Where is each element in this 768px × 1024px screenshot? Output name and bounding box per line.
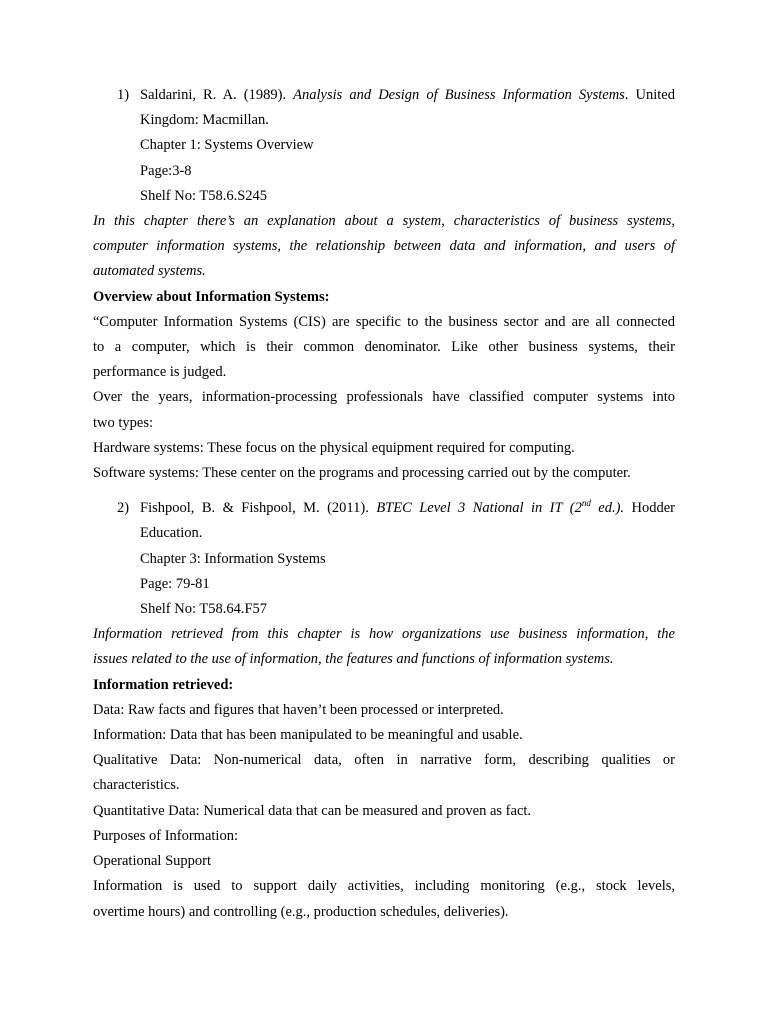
reference-1-authors: Saldarini, R. A. (1989). [140,87,287,103]
reference-2-publisher-a: Hodder [631,500,676,517]
reference-1-number: 1) [117,87,130,103]
reference-2-number: 2) [117,500,130,517]
retrieved-line-7: Operational Support [93,853,211,870]
retrieved-heading: Information retrieved: [93,676,234,693]
reference-1-publisher-a: . United [624,87,675,103]
overview-heading: Overview about Information Systems: [93,288,330,305]
reference-2-title-b: ed.). [590,500,625,517]
reference-1-title: Analysis and Design of Business Information Systems [293,87,625,103]
reference-1-line-1 [93,83,675,108]
overview-line-7: Software systems: These center on the programs and processing carried out by the computer. [93,465,631,482]
overview-line-5: two types: [93,414,154,431]
summary-2-line-1: Information retrieved from this chapter is how organizations use business information, the [93,626,675,643]
overview-line-1: “Computer Information Systems (CIS) are specific to the business sector and are all connected [93,313,675,330]
retrieved-line-2: Information: Data that has been manipulated to be meaningful and usable. [93,727,523,744]
reference-2-authors: Fishpool, B. & Fishpool, M. (2011). [140,500,369,517]
reference-2-title-a: BTEC Level 3 National in IT (2 [376,500,582,517]
overview-line-4: Over the years, information-processing professionals have classified computer systems into [93,389,675,406]
reference-2-title [376,500,624,516]
reference-2-page: Page: 79-81 [140,575,210,592]
retrieved-line-6: Purposes of Information: [93,827,238,844]
reference-1-publisher: Kingdom: Macmillan. [140,112,269,129]
reference-2-title-sup: nd [581,498,591,509]
reference-1-shelf: Shelf No: T58.6.S245 [140,187,268,204]
summary-1-line-3: automated systems. [93,263,206,280]
overview-line-3: performance is judged. [93,364,227,381]
overview-line-2: to a computer, which is their common denominator. Like other business systems, their [93,339,675,356]
summary-1-line-1: In this chapter there’s an explanation about a system, characteristics of business systems, [93,213,675,230]
overview-line-6: Hardware systems: These focus on the physical equipment required for computing. [93,439,575,456]
summary-2-line-2: issues related to the use of information, the features and functions of information systems. [93,651,614,668]
retrieved-line-8: Information is used to support daily activities, including monitoring (e.g., stock levels, [93,878,675,895]
reference-1-page: Page:3-8 [140,162,192,179]
reference-2-chapter: Chapter 3: Information Systems [140,550,326,567]
retrieved-line-9: overtime hours) and controlling (e.g., production schedules, deliveries). [93,903,509,920]
retrieved-line-5: Quantitative Data: Numerical data that can be measured and proven as fact. [93,802,532,819]
section-gap [93,486,675,496]
reference-1-chapter: Chapter 1: Systems Overview [140,137,314,154]
retrieved-line-3: Qualitative Data: Non-numerical data, often in narrative form, describing qualities or [93,752,675,769]
retrieved-line-4: characteristics. [93,777,180,794]
reference-2-shelf: Shelf No: T58.64.F57 [140,601,268,618]
summary-1-line-2: computer information systems, the relationship between data and information, and users of [93,238,675,255]
retrieved-line-1: Data: Raw facts and figures that haven’t been processed or interpreted. [93,701,504,718]
document-page [93,83,675,925]
reference-2-publisher: Education. [140,525,203,542]
reference-2-line-1 [93,496,675,521]
